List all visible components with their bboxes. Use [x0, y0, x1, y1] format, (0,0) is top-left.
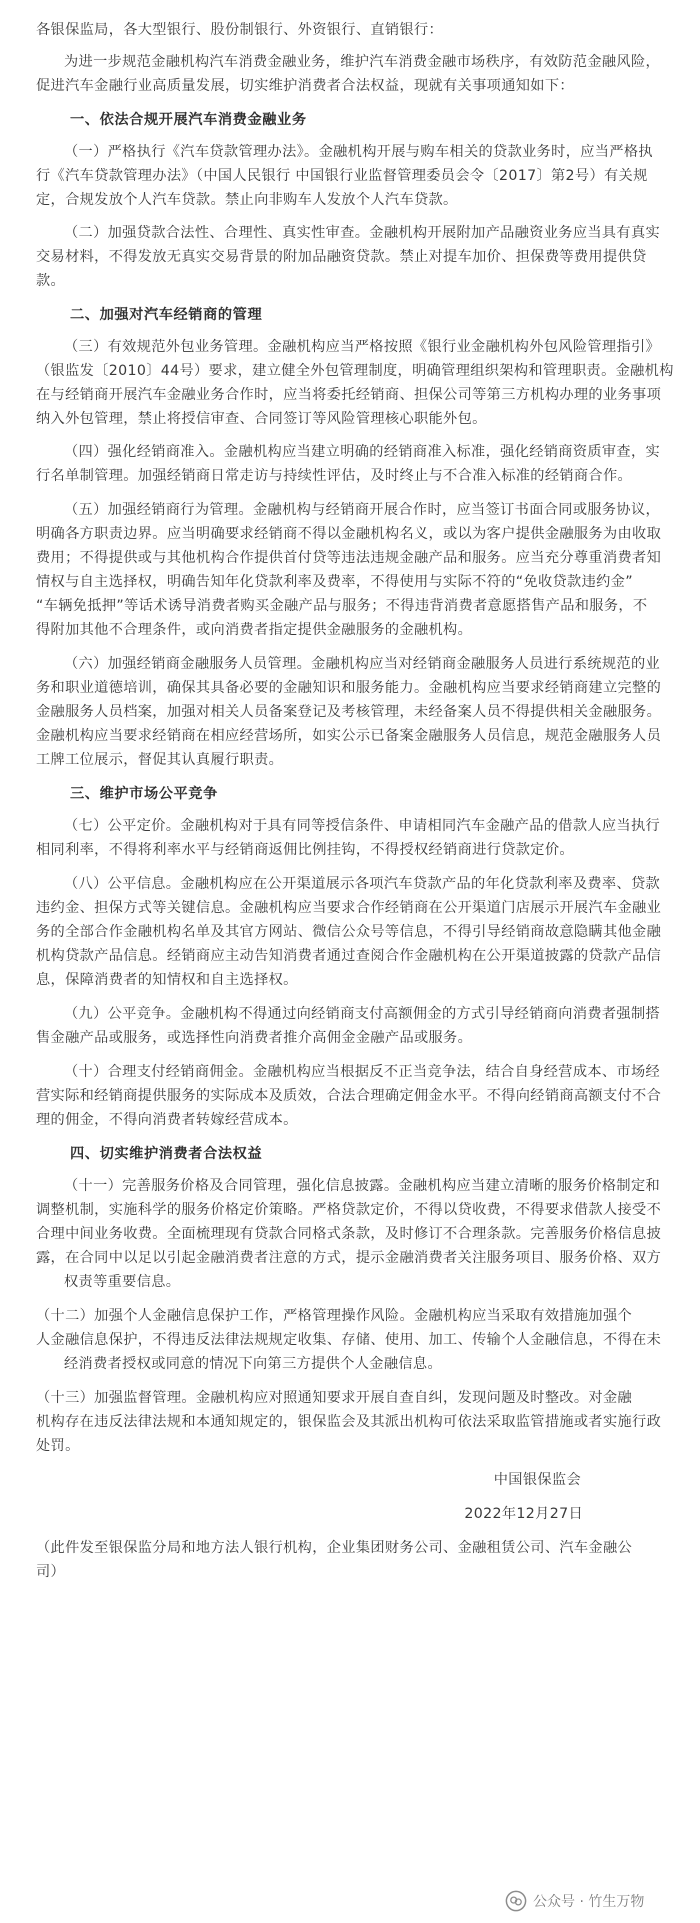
text-line: 务的全部合作金融机构名单及其官方网站、微信公众号等信息，不得引导经销商故意隐瞒其他金融 [36, 924, 662, 940]
text-line: （十）合理支付经销商佣金。金融机构应当根据反不正当竞争法，结合自身经营成本、市场经 [64, 1064, 661, 1080]
text-line: 得附加其他不合理条件，或向消费者指定提供金融服务的金融机构。 [36, 622, 473, 638]
text-line: （四）强化经销商准入。金融机构应当建立明确的经销商准入标准，强化经销商资质审查，实 [64, 444, 661, 460]
text-line: 经消费者授权或同意的情况下向第三方提供个人金融信息。 [64, 1356, 442, 1372]
text-line: 处罚。 [36, 1438, 80, 1454]
watermark [505, 1888, 695, 1914]
section-heading: 三、维护市场公平竞争 [70, 786, 218, 802]
text-line: 各银保监局，各大型银行、股份制银行、外资银行、直销银行： [36, 22, 444, 38]
section-heading: 四、切实维护消费者合法权益 [70, 1146, 263, 1162]
text-line: 售金融产品或服务，或选择性向消费者推介高佣金金融产品或服务。 [36, 1030, 473, 1046]
text-line: 情权与自主选择权，明确告知年化贷款利率及费率，不得使用与实际不符的“免收贷款违约金” [36, 574, 633, 590]
text-line: （六）加强经销商金融服务人员管理。金融机构应当对经销商金融服务人员进行系统规范的业 [64, 656, 661, 672]
text-line: （银监发〔2010〕44号）要求，建立健全外包管理制度，明确管理组织架构和管理职责。金融机构 [36, 363, 674, 379]
text-line: 违约金、担保方式等关键信息。金融机构应当要求合作经销商在公开渠道门店展示开展汽车金融业 [36, 900, 662, 916]
text-line: （此件发至银保监分局和地方法人银行机构，企业集团财务公司、金融租赁公司、汽车金融公 [36, 1540, 633, 1556]
text-line: 营实际和经销商提供服务的实际成本及质效，合法合理确定佣金水平。不得向经销商高额支付不合 [36, 1088, 662, 1104]
text-line: （一）严格执行《汽车贷款管理办法》。金融机构开展与购车相关的贷款业务时，应当严格执 [64, 144, 653, 160]
text-line: 务和职业道德培训，确保其具备必要的金融知识和服务能力。金融机构应当要求经销商建立完整的 [36, 680, 662, 696]
text-line: （八）公平信息。金融机构应在公开渠道展示各项汽车贷款产品的年化贷款利率及费率、贷款 [64, 876, 661, 892]
wechat-official-account-icon [505, 1890, 527, 1912]
text-line: 费用；不得提供或与其他机构合作提供首付贷等违法违规金融产品和服务。应当充分尊重消费者知 [36, 550, 662, 566]
text-line: 金融机构应当要求经销商在相应经营场所，如实公示已备案金融服务人员信息，规范金融服务人员 [36, 728, 662, 744]
watermark-label: 公众号 · 竹生万物 [533, 1894, 645, 1910]
text-line: 合理中间业务收费。全面梳理现有贷款合同格式条款，及时修订不合理条款。完善服务价格信息披 [36, 1226, 662, 1242]
text-line: 司） [36, 1564, 66, 1580]
text-line: 调整机制，实施科学的服务价格定价策略。严格贷款定价，不得以贷收费，不得要求借款人接受不 [36, 1202, 662, 1218]
text-line: 金融服务人员档案，加强对相关人员备案登记及考核管理，未经备案人员不得提供相关金融服务。 [36, 704, 662, 720]
text-line: （五）加强经销商行为管理。金融机构与经销商开展合作时，应当签订书面合同或服务协议， [64, 502, 661, 518]
text-line: “车辆免抵押”等话术诱导消费者购买金融产品与服务；不得违背消费者意愿搭售产品和服务，不 [36, 598, 648, 614]
text-line: （十三）加强监督管理。金融机构应对照通知要求开展自查自纠，发现问题及时整改。对金融 [36, 1390, 633, 1406]
text-line: 机构贷款产品信息。经销商应主动告知消费者通过查阅合作金融机构在公开渠道披露的贷款产品信 [36, 948, 662, 964]
text-line: （三）有效规范外包业务管理。金融机构应当严格按照《银行业金融机构外包风险管理指引》 [64, 339, 661, 355]
text-line: 促进汽车金融行业高质量发展，切实维护消费者合法权益，现就有关事项通知如下： [36, 78, 574, 94]
text-line: 行名单制管理。加强经销商日常走访与持续性评估，及时终止与不合准入标准的经销商合作。 [36, 468, 633, 484]
text-line: 机构存在违反法律法规和本通知规定的，银保监会及其派出机构可依法采取监管措施或者实施行政 [36, 1414, 662, 1430]
text-line: 行《汽车贷款管理办法》（中国人民银行 中国银行业监督管理委员会令〔2017〕第2号）有关规 [36, 168, 648, 184]
section-heading: 二、加强对汽车经销商的管理 [70, 307, 263, 323]
text-line: 人金融信息保护，不得违反法律法规规定收集、存储、使用、加工、传输个人金融信息，不得在未 [36, 1332, 662, 1348]
text-line: 纳入外包管理，禁止将授信审查、合同签订等风险管理核心职能外包。 [36, 411, 487, 427]
text-line: 定，合规发放个人汽车贷款。禁止向非购车人发放个人汽车贷款。 [36, 192, 458, 208]
signature-line: 中国银保监会 [493, 1472, 581, 1488]
text-line: 权责等重要信息。 [64, 1274, 181, 1290]
text-line: 明确各方职责边界。应当明确要求经销商不得以金融机构名义，或以为客户提供金融服务为由收取 [36, 526, 662, 542]
section-heading: 一、依法合规开展汽车消费金融业务 [70, 112, 307, 128]
text-line: （十二）加强个人金融信息保护工作，严格管理操作风险。金融机构应当采取有效措施加强个 [36, 1308, 633, 1324]
text-line: 款。 [36, 273, 66, 289]
text-line: 工牌工位展示，督促其认真履行职责。 [36, 752, 284, 768]
text-line: 交易材料，不得发放无真实交易背景的附加品融资贷款。禁止对提车加价、担保费等费用提供贷 [36, 249, 647, 265]
text-line: 露，在合同中以足以引起金融消费者注意的方式，提示金融消费者关注服务项目、服务价格、双方 [36, 1250, 662, 1266]
text-line: 相同利率，不得将利率水平与经销商返佣比例挂钩，不得授权经销商进行贷款定价。 [36, 842, 574, 858]
text-line: （二）加强贷款合法性、合理性、真实性审查。金融机构开展附加产品融资业务应当具有真实 [64, 225, 661, 241]
text-line: 息，保障消费者的知情权和自主选择权。 [36, 972, 298, 988]
text-line: 在与经销商开展汽车金融业务合作时，应当将委托经销商、担保公司等第三方机构办理的业务事项 [36, 387, 662, 403]
text-line: 为进一步规范金融机构汽车消费金融业务，维护汽车消费金融市场秩序，有效防范金融风险， [64, 54, 661, 70]
text-line: （九）公平竞争。金融机构不得通过向经销商支付高额佣金的方式引导经销商向消费者强制搭 [64, 1006, 661, 1022]
text-line: （七）公平定价。金融机构对于具有同等授信条件、申请相同汽车金融产品的借款人应当执行 [64, 818, 661, 834]
text-line: （十一）完善服务价格及合同管理，强化信息披露。金融机构应当建立清晰的服务价格制定和 [64, 1178, 661, 1194]
text-line: 理的佣金，不得向消费者转嫁经营成本。 [36, 1112, 298, 1128]
signature-line: 2022年12月27日 [464, 1506, 583, 1522]
